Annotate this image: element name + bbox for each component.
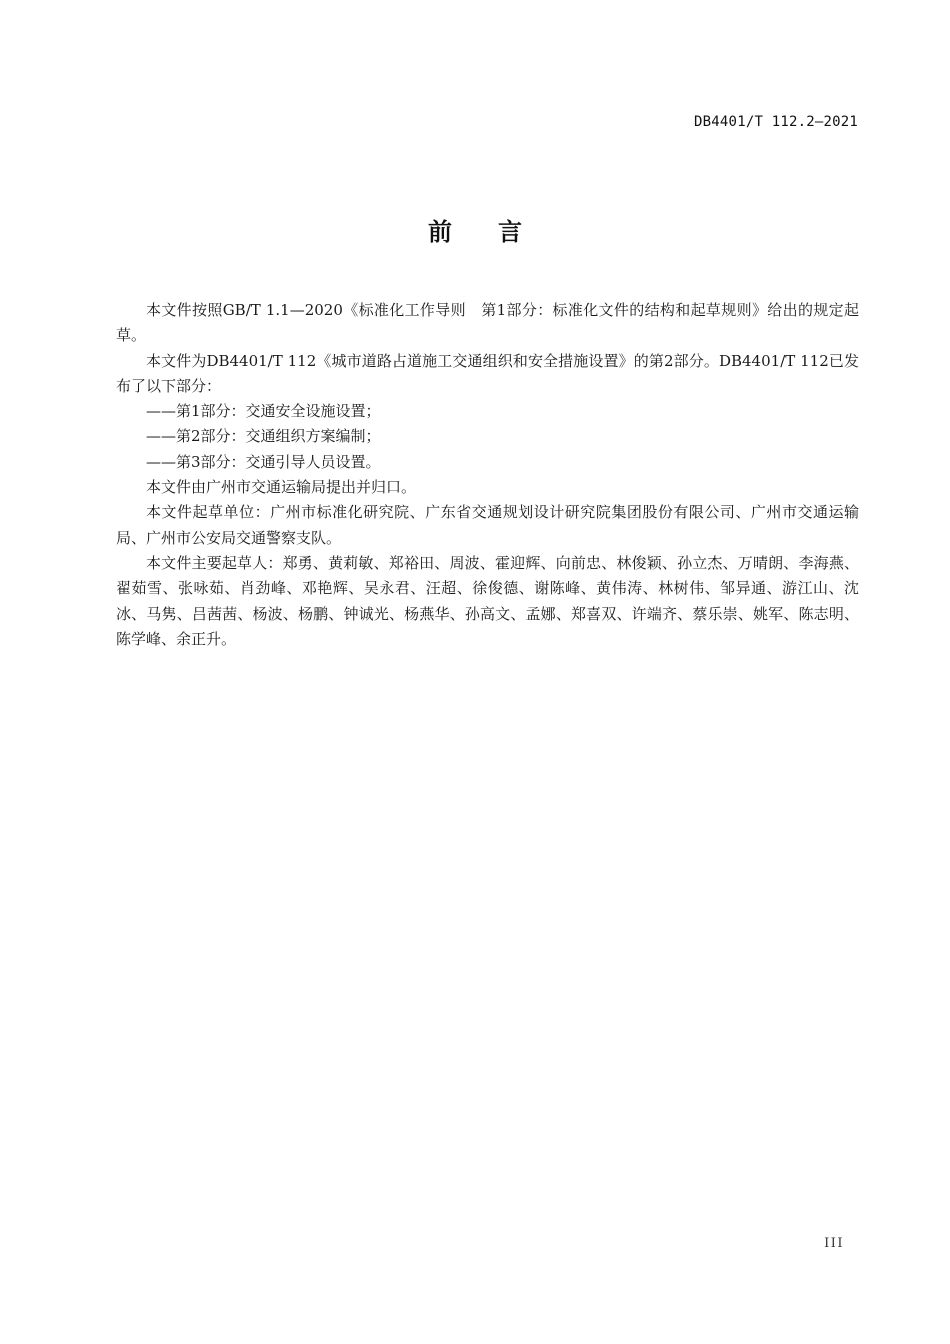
foreword-body	[116, 298, 859, 652]
list-item-part-2: ——第2部分：交通组织方案编制；	[146, 427, 381, 446]
document-code: DB4401/T 112.2—2021	[694, 114, 858, 130]
paragraph-drafters: 本文件主要起草人：郑勇、黄莉敏、郑裕田、周波、霍迎辉、向前忠、林俊颖、孙立杰、万晴朗、李海燕、翟茹雪、张咏茹、肖劲峰、邓艳辉、吴永君、汪超、徐俊德、谢陈峰、黄伟涛、林树伟、邹异通、游江山、沈冰、马隽、吕茜茜、杨波、杨鹏、钟诚光、杨燕华、孙高文、孟娜、郑喜双、许端齐、蔡乐崇、姚军、陈志明、陈学峰、余正升。	[116, 553, 859, 648]
paragraph-proposer: 本文件由广州市交通运输局提出并归口。	[146, 478, 417, 497]
page-number: III	[824, 1236, 844, 1251]
paragraph-drafting-units: 本文件起草单位：广州市标准化研究院、广东省交通规划设计研究院集团股份有限公司、广州市交通运输局、广州市公安局交通警察支队。	[116, 503, 859, 547]
paragraph-drafting-basis: 本文件按照GB/T 1.1—2020《标准化工作导则 第1部分：标准化文件的结构和起草规则》给出的规定起草。	[116, 301, 859, 345]
list-item-part-3: ——第3部分：交通引导人员设置。	[146, 452, 381, 471]
paragraph-series-info: 本文件为DB4401/T 112《城市道路占道施工交通组织和安全措施设置》的第2部分。DB4401/T 112已发布了以下部分：	[116, 351, 859, 395]
list-item-part-1: ——第1部分：交通安全设施设置；	[146, 402, 381, 421]
page-title: 前言	[428, 218, 568, 246]
